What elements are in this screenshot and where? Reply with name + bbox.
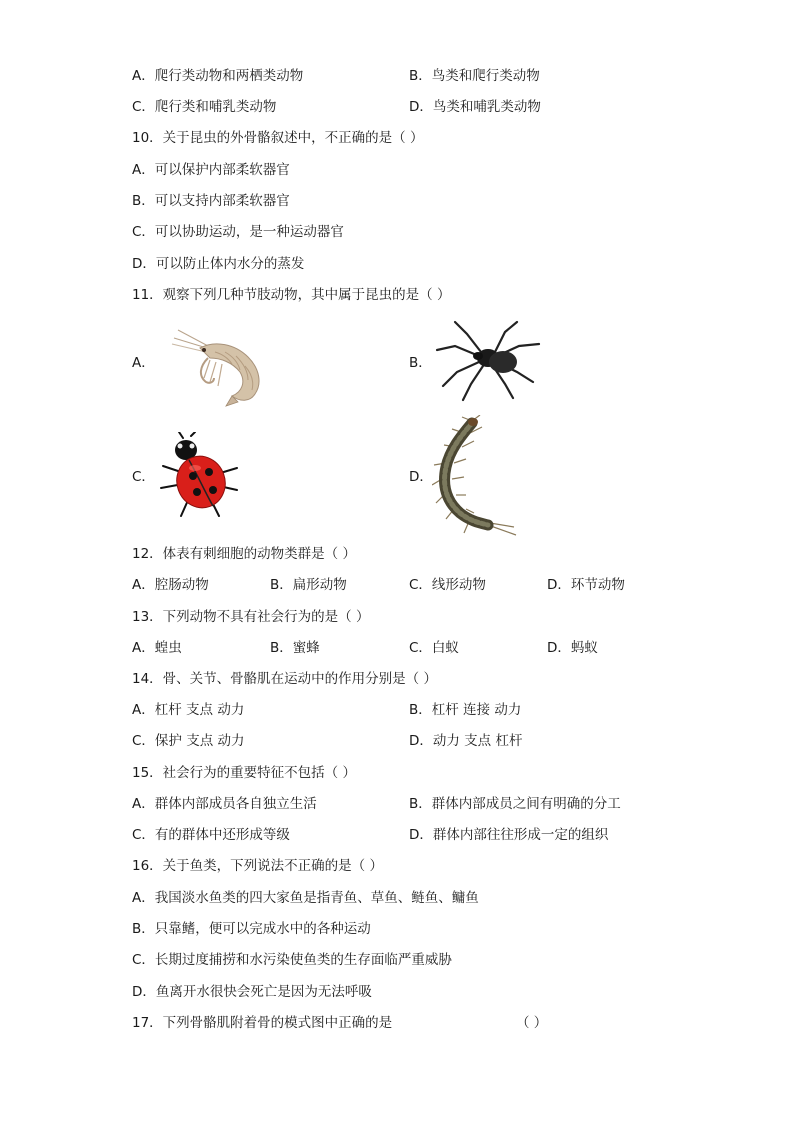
q17-answer-paren: （ ） xyxy=(516,1015,548,1031)
q10-option-d: D．可以防止体内水分的蒸发 xyxy=(132,256,305,272)
q13-option-a: A．蝗虫 xyxy=(132,640,182,656)
q15-option-b: B．群体内部成员之间有明确的分工 xyxy=(409,796,621,812)
q12-stem: 12．体表有刺细胞的动物类群是（ ） xyxy=(132,546,356,562)
q14-option-c: C．保护 支点 动力 xyxy=(132,733,245,749)
q14-option-b: B．杠杆 连接 动力 xyxy=(409,702,522,718)
q16-option-a: A．我国淡水鱼类的四大家鱼是指青鱼、草鱼、鲢鱼、鳙鱼 xyxy=(132,890,479,906)
q9-option-a: A．爬行类动物和两栖类动物 xyxy=(132,68,304,84)
q10-option-b: B．可以支持内部柔软器官 xyxy=(132,193,290,209)
q12-option-a: A．腔肠动物 xyxy=(132,577,209,593)
q15-option-c: C．有的群体中还形成等级 xyxy=(132,827,290,843)
q11-option-d: D． xyxy=(409,469,433,485)
q13-option-b: B．蜜蜂 xyxy=(270,640,320,656)
q11-option-a: A． xyxy=(132,355,155,371)
spider-icon xyxy=(433,320,543,402)
q10-stem: 10．关于昆虫的外骨骼叙述中，不正确的是（ ） xyxy=(132,130,424,146)
q13-option-d: D．蚂蚁 xyxy=(547,640,598,656)
shrimp-icon xyxy=(170,322,270,407)
q10-option-a: A．可以保护内部柔软器官 xyxy=(132,162,290,178)
centipede-icon xyxy=(432,415,517,540)
q16-option-d: D．鱼离开水很快会死亡是因为无法呼吸 xyxy=(132,984,372,1000)
q13-stem: 13．下列动物不具有社会行为的是（ ） xyxy=(132,609,370,625)
q12-option-b: B．扁形动物 xyxy=(270,577,347,593)
q10-option-c: C．可以协助运动，是一种运动器官 xyxy=(132,224,344,240)
q15-stem: 15．社会行为的重要特征不包括（ ） xyxy=(132,765,356,781)
q11-stem: 11．观察下列几种节肢动物，其中属于昆虫的是（ ） xyxy=(132,287,451,303)
q9-option-b: B．鸟类和爬行类动物 xyxy=(409,68,540,84)
q9-option-c: C．爬行类和哺乳类动物 xyxy=(132,99,277,115)
q16-stem: 16．关于鱼类，下列说法不正确的是（ ） xyxy=(132,858,383,874)
q13-option-c: C．白蚁 xyxy=(409,640,459,656)
q11-option-c: C． xyxy=(132,469,155,485)
q12-option-d: D．环节动物 xyxy=(547,577,625,593)
q15-option-a: A．群体内部成员各自独立生活 xyxy=(132,796,317,812)
q16-option-c: C．长期过度捕捞和水污染使鱼类的生存面临严重威胁 xyxy=(132,952,452,968)
q15-option-d: D．群体内部往往形成一定的组织 xyxy=(409,827,609,843)
ladybug-icon xyxy=(157,432,239,520)
q14-option-d: D．动力 支点 杠杆 xyxy=(409,733,523,749)
q17-stem: 17．下列骨骼肌附着骨的模式图中正确的是 xyxy=(132,1015,393,1031)
q12-option-c: C．线形动物 xyxy=(409,577,486,593)
q11-option-b: B． xyxy=(409,355,432,371)
q14-option-a: A．杠杆 支点 动力 xyxy=(132,702,245,718)
q14-stem: 14．骨、关节、骨骼肌在运动中的作用分别是（ ） xyxy=(132,671,437,687)
q9-option-d: D．鸟类和哺乳类动物 xyxy=(409,99,541,115)
q16-option-b: B．只靠鳍，便可以完成水中的各种运动 xyxy=(132,921,371,937)
